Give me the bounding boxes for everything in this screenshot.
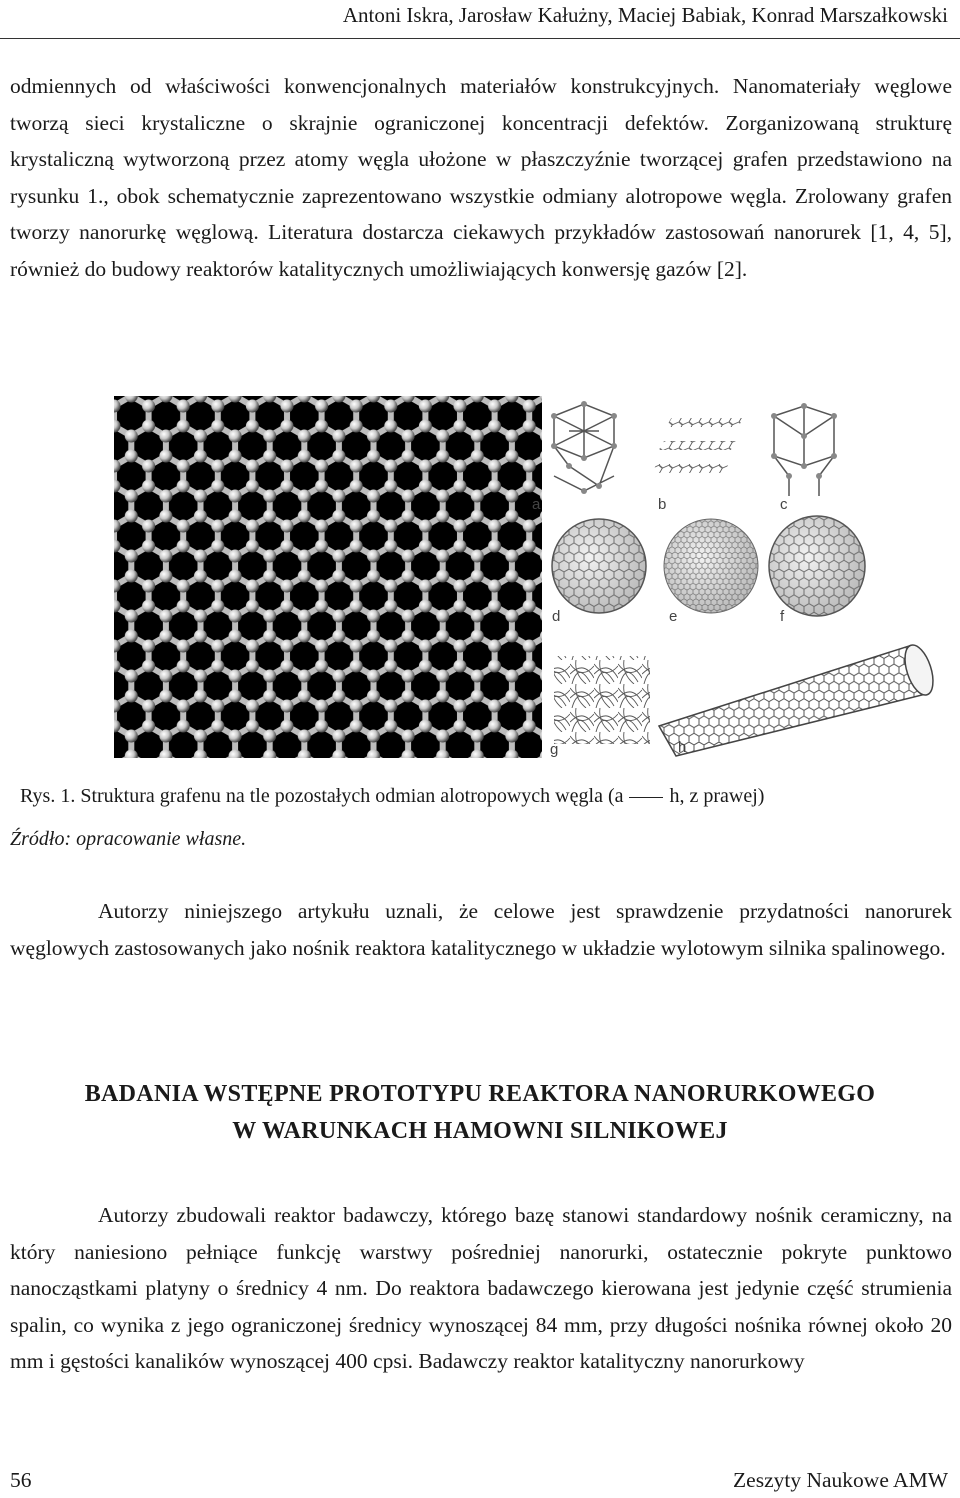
caption-suffix: h, z prawej) [669, 785, 765, 807]
running-header [0, 0, 960, 39]
lonsdaleite-structure [771, 403, 837, 496]
panel-label-c: c [780, 496, 788, 513]
panel-label-f: f [780, 608, 785, 625]
panel-label-d: d [552, 608, 561, 625]
panel-label-b: b [658, 496, 667, 513]
header-authors: Antoni Iskra, Jarosław Kałużny, Maciej Babiak, Konrad Marszałkowski [342, 3, 948, 27]
graphite-structure [640, 418, 756, 473]
carbon-nanotube [659, 642, 938, 756]
panel-label-g: g [550, 741, 559, 758]
panel-label-a: a [532, 496, 541, 513]
page-number: 56 [10, 1468, 32, 1492]
figure-source: Źródło: opracowanie własne. [10, 828, 247, 850]
fullerene-c70 [769, 516, 865, 616]
paragraph-3: Autorzy zbudowali reaktor badawczy, którego bazę stanowi standardowy nośnik ceramiczny, na który naniesiono pełniące funkcję warstwy pośredniej nanorurki, ostatecznie pokryte punktowo nanocząstkami platyny o średnicy 4 nm. Do reaktora badawczego kierowana jest jedynie część strumienia spalin, co wynika z jego ograniczonej średnicy wynoszącej 84 mm, przy długości nośnika równej około 20 mm i gęstości kanalików wynoszącej 400 cpsi. Badawczy reaktor katalityczny nanorurkowy [10, 1203, 952, 1374]
panel-label-e: e [669, 608, 678, 625]
paragraph-1: odmiennych od właściwości konwencjonalnych materiałów konstrukcyjnych. Nanomateriały węglowe tworzą sieci krystaliczne o skrajnie ograniczonej koncentracji defektów. Zorganizowaną strukturę krystaliczną wytworzoną przez atomy węgla ułożone w płaszczyźnie tworzącej grafen przedstawiono na rysunku 1., obok schematycznie zaprezentowano wszystkie odmiany alotropowe węgla. Zrolowany grafen tworzy nanorurkę węglową. Literatura dostarcza ciekawych przykładów zastosowań nanorurek [1, 4, 5], również do budowy reaktorów katalitycznych umożliwiających konwersję gazów [2]. [10, 74, 952, 281]
figure-carbon-allotropes [114, 396, 954, 766]
paragraph-2: Autorzy niniejszego artykułu uznali, że celowe jest sprawdzenie przydatności nanorurek węglowych zastosowanych jako nośnik reaktora katalitycznego w układzie wylotowym silnika spalinowego. [10, 899, 952, 960]
section-heading-line2: W WARUNKACH HAMOWNI SILNIKOWEJ [232, 1118, 728, 1144]
graphene-image [114, 396, 542, 758]
caption-prefix: Rys. 1. Struktura grafenu na tle pozostałych odmian alotropowych węgla (a [20, 785, 624, 807]
fullerene-c60 [552, 519, 646, 613]
allotropes-panel [532, 401, 938, 758]
journal-name: Zeszyty Naukowe AMW [733, 1468, 948, 1492]
figure-caption [20, 785, 942, 808]
panel-label-h: h [678, 739, 687, 756]
amorphous-carbon [554, 656, 650, 744]
caption-dash [629, 797, 663, 798]
fullerene-c540 [664, 519, 758, 613]
diamond-structure [551, 401, 617, 494]
section-heading-line1: BADANIA WSTĘPNE PROTOTYPU REAKTORA NANORURKOWEGO [84, 1081, 876, 1107]
